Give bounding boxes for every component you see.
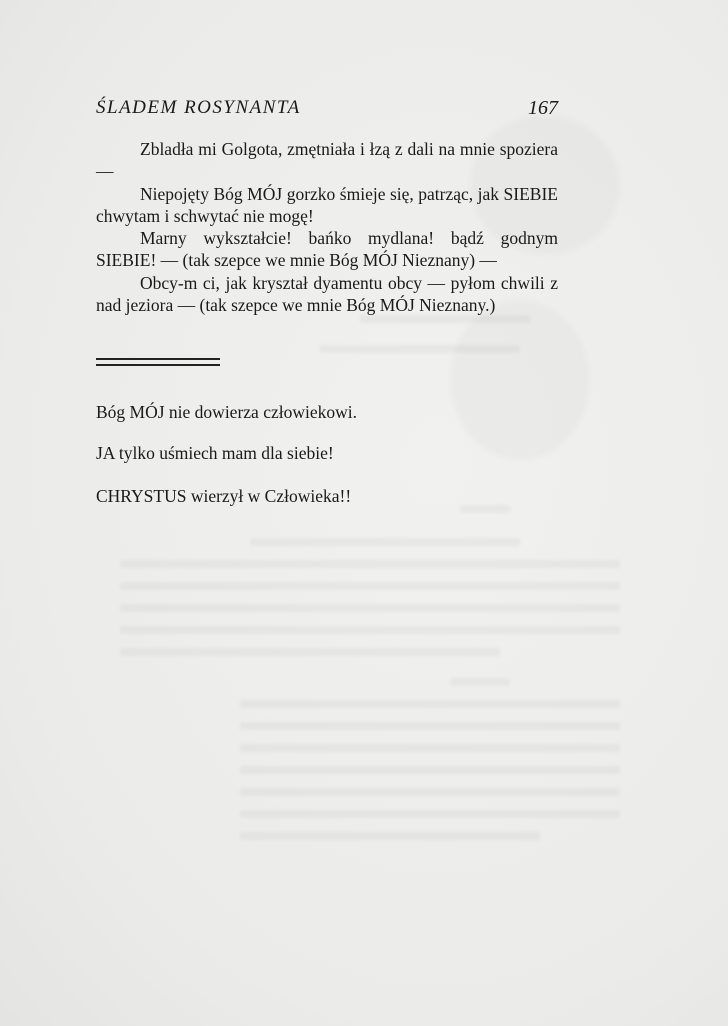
page-number: 167 (528, 97, 558, 119)
paragraph: Obcy-m ci, jak kryształ dyamentu obcy — pyłom chwili z nad jeziora — (tak szepce we mnie Bóg MÓJ Nieznany.) (96, 272, 558, 316)
bleed-through-line (120, 604, 620, 612)
bleed-through-line (120, 582, 620, 590)
bleed-through-line (120, 560, 620, 568)
bleed-through-line (120, 626, 620, 634)
aphorism: JA tylko uśmiech mam dla siebie! (96, 443, 334, 463)
bleed-through-line (240, 700, 620, 708)
bleed-through-line (240, 766, 620, 774)
bleed-through-line (240, 788, 620, 796)
divider-rule (96, 364, 220, 366)
running-title: ŚLADEM ROSYNANTA (96, 97, 301, 118)
bleed-through-line (320, 345, 520, 353)
bleed-through-line (460, 505, 510, 513)
bleed-through-line (240, 832, 540, 840)
bleed-through-line (120, 648, 500, 656)
bleed-through-line (250, 538, 520, 546)
paragraph: Marny wykształcie! bańko mydlana! bądź godnym SIEBIE! — (tak szepce we mnie Bóg MÓJ Nieznany) — (96, 228, 558, 271)
section-divider (96, 358, 220, 366)
bleed-through-line (240, 722, 620, 730)
bleed-through-line (450, 678, 510, 686)
divider-rule (96, 358, 220, 360)
aphorism: Bóg MÓJ nie dowierza człowiekowi. (96, 402, 357, 422)
bleed-through-emblem (450, 300, 590, 460)
bleed-through-line (240, 744, 620, 752)
paragraph: Zbladła mi Golgota, zmętniała i łzą z dali na mnie spoziera — (96, 139, 558, 182)
paragraph: Niepojęty Bóg MÓJ gorzko śmieje się, patrząc, jak SIEBIE chwytam i schwytać nie mogę! (96, 183, 558, 226)
bleed-through-line (240, 810, 620, 818)
prose-block (96, 138, 558, 316)
aphorism: CHRYSTUS wierzył w Człowieka!! (96, 486, 352, 506)
running-head (96, 97, 558, 123)
